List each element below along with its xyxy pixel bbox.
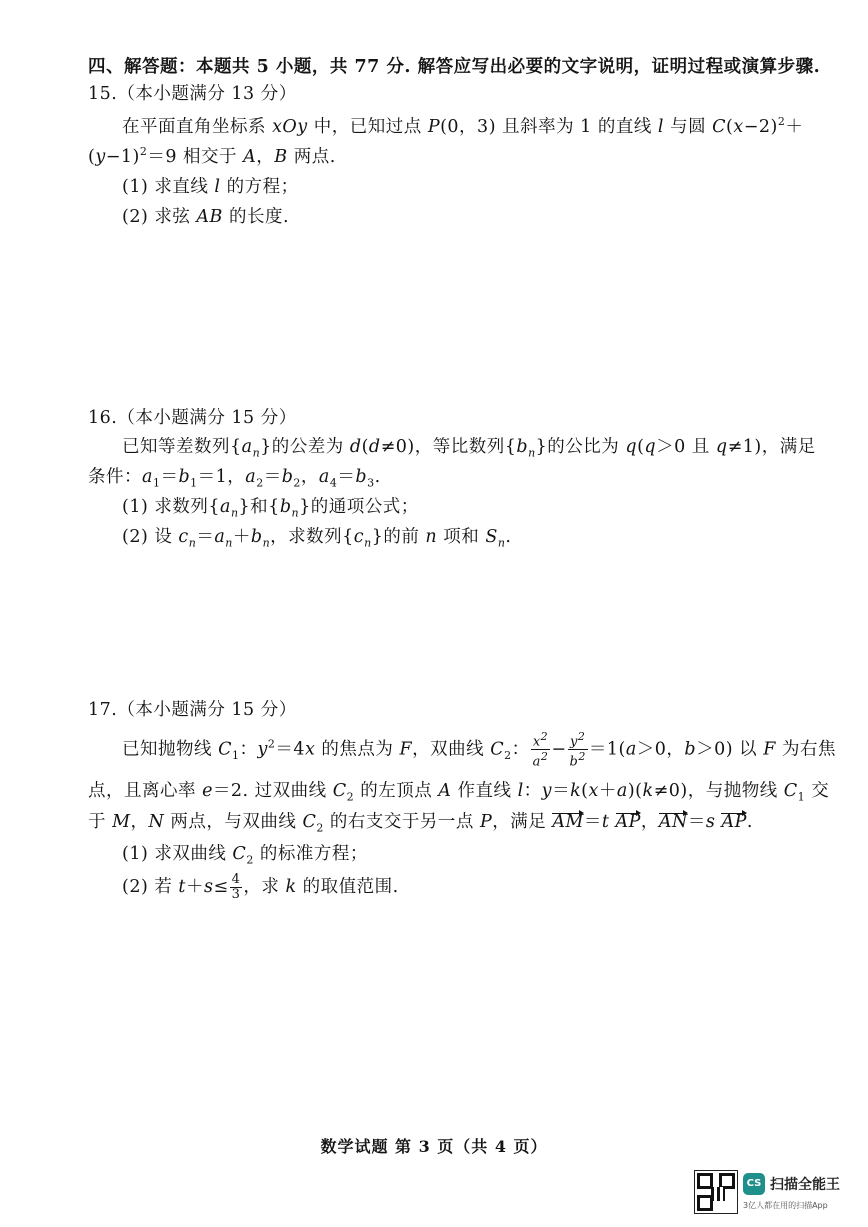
problem-15-text: 在平面直角坐标系 xOy 中，已知过点 P(0，3) 且斜率为 1 的直线 l 与圆 $C(x-2)^2+$ xyxy=(122,115,804,137)
problem-16-part-2: (2) 设 $c_n=a_n+b_n$，求数列$\{c_n\}$的前 n 项和 $S_n$. xyxy=(122,527,512,550)
brand-tagline: 3亿人都在用的扫描App xyxy=(743,1201,828,1210)
problem-16-heading: 16.（本小题满分 15 分） xyxy=(88,408,297,428)
page-footer: 数学试题 第 3 页（共 4 页） xyxy=(320,1137,548,1156)
problem-15-text-cont: $(y-1)^2=9$ 相交于 A，B 两点. xyxy=(88,145,336,167)
problem-16-text: 已知等差数列$\{a_n\}$的公差为 d(d≠0)，等比数列$\{b_n\}$的公比为 q(q＞0 且 q≠1)，满足 xyxy=(122,437,816,460)
problem-17-text: 已知抛物线 $C_1$：$y^2=4x$ 的焦点为 F，双曲线 $C_2$： $\frac{x^2}{a^2}$ − $\frac{y^2}{b^2}$ ＝1(a＞0，b＞0) 以 F 为右焦 xyxy=(122,730,836,770)
qr-code-icon xyxy=(694,1170,738,1214)
problem-15-heading: 15.（本小题满分 13 分） xyxy=(88,84,297,104)
brand-name: 扫描全能王 xyxy=(770,1177,840,1193)
camscanner-logo-icon: CS xyxy=(743,1173,765,1195)
problem-15-part-1: (1) 求直线 l 的方程； xyxy=(122,177,299,197)
problem-15-part-2: (2) 求弦 AB 的长度. xyxy=(122,207,290,227)
problem-17-text-cont-2: 于 M，N 两点，与双曲线 $C_2$ 的右支交于另一点 P，满足 AM＝t AP，AN＝s AP. xyxy=(88,812,753,835)
problem-16-text-cont: 条件：$a_1=b_1=1$，$a_2=b_2$，$a_4=b_3$. xyxy=(88,467,381,490)
problem-17-part-1: (1) 求双曲线 $C_2$ 的标准方程； xyxy=(122,844,368,867)
problem-16-part-1: (1) 求数列$\{a_n\}$和$\{b_n\}$的通项公式； xyxy=(122,497,419,520)
problem-17-heading: 17.（本小题满分 15 分） xyxy=(88,700,297,720)
problem-17-text-cont-1: 点，且离心率 e＝2. 过双曲线 $C_2$ 的左顶点 A 作直线 l：y＝k(x＋a)(k≠0)，与抛物线 $C_1$ 交 xyxy=(88,781,830,804)
section-header: 四、解答题：本题共 5 小题，共 77 分. 解答应写出必要的文字说明，证明过程或演算步骤. xyxy=(88,57,821,77)
problem-17-part-2: (2) 若 t＋s≤ $\frac{4}{3}$ ，求 k 的取值范围. xyxy=(122,872,399,902)
